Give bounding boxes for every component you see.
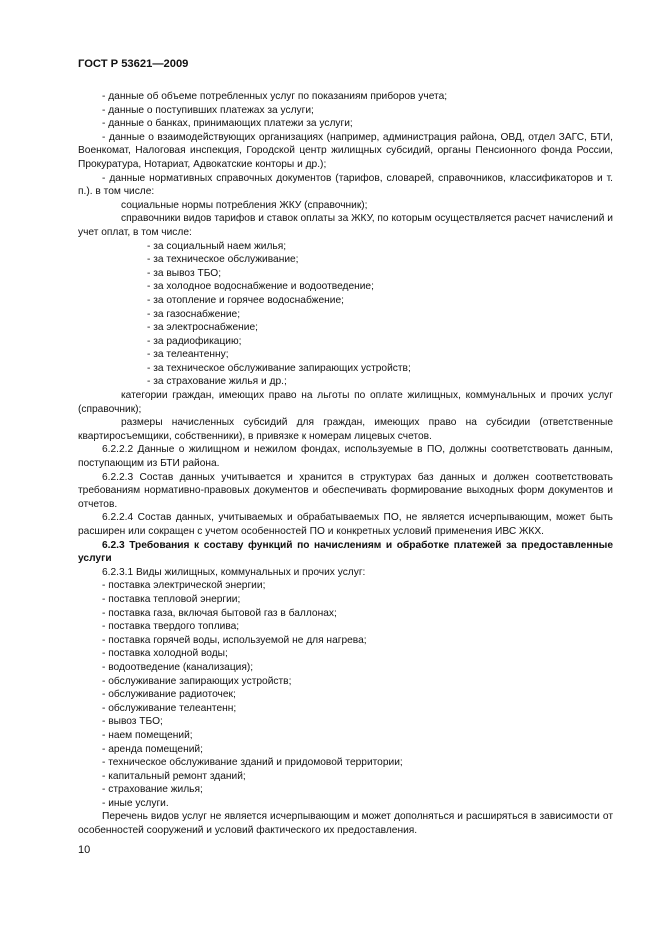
service-item: - страхование жилья; [102, 784, 203, 796]
tariff-item: - за холодное водоснабжение и водоотведение; [147, 281, 374, 293]
tariff-item: - за газоснабжение; [147, 308, 241, 320]
service-item: - вывоз ТБО; [102, 716, 163, 728]
document-header: ГОСТ Р 53621—2009 [78, 58, 189, 70]
clause-6-2-2-3: 6.2.2.3 Состав данных учитывается и хранится в структурах баз данных и должен соответствовать требованиям нормативно-правовых документов и обеспечивать формирование выходных форм документов и отчетов. [78, 471, 613, 510]
service-item: - обслуживание радиоточек; [102, 689, 236, 701]
service-item: - поставка горячей воды, используемой не для нагрева; [102, 634, 367, 646]
clause-6-2-2-4: 6.2.2.4 Состав данных, учитываемых и обрабатываемых ПО, не является исчерпывающим, может быть расширен или сокращен с учетом особенностей ПО и конкретных условий применения ИВС ЖКХ. [78, 512, 613, 537]
service-item: - иные услуги. [102, 797, 169, 809]
service-item: - водоотведение (канализация); [102, 661, 254, 673]
section-heading-6-2-3: 6.2.3 Требования к составу функций по начислениям и обработке платежей за предоставленные услуги [78, 539, 613, 565]
tariff-item: - за техническое обслуживание; [147, 254, 299, 266]
service-item: - обслуживание запирающих устройств; [102, 675, 292, 687]
tariff-item: - за телеантенну; [147, 349, 229, 361]
list-item: - данные нормативных справочных документов (тарифов, словарей, справочников, классификаторов и т. п.). в том числе: [78, 172, 613, 198]
paragraph: размеры начисленных субсидий для граждан, имеющих право на субсидии (ответственные квартиросъемщики, собственники), в привязке к номерам лицевых счетов. [78, 417, 613, 442]
tariff-item: - за вывоз ТБО; [147, 267, 222, 279]
service-item: - поставка газа, включая бытовой газ в баллонах; [102, 607, 337, 619]
document-body [78, 90, 613, 838]
clause-6-2-2-2: 6.2.2.2 Данные о жилищном и нежилом фондах, используемые в ПО, должны соответствовать данным, поступающим из БТИ района. [78, 444, 613, 470]
service-item: - техническое обслуживание зданий и придомовой территории; [102, 757, 403, 769]
tariff-item: - за социальный наем жилья; [147, 240, 287, 252]
paragraph: социальные нормы потребления ЖКУ (справочник); [121, 199, 368, 211]
paragraph: справочники видов тарифов и ставок оплаты за ЖКУ, по которым осуществляется расчет начислений и учет оплат, в том числе: [78, 213, 613, 238]
service-item: - аренда помещений; [102, 743, 203, 755]
list-item: - данные о взаимодействующих организациях (например, администрация района, ОВД, отдел ЗАГС, БТИ, Военкомат, Налоговая инспекция, Городской центр жилищных субсидий, органы Пенсионного фонда России, Прокуратура, Нотариат, Адвокатские конторы и др.); [78, 131, 613, 170]
service-item: - наем помещений; [102, 729, 193, 741]
paragraph: категории граждан, имеющих право на льготы по оплате жилищных, коммунальных и прочих услуг (справочник); [78, 390, 613, 415]
service-item: - поставка электрической энергии; [102, 580, 266, 592]
service-item: - обслуживание телеантенн; [102, 702, 237, 714]
service-item: - поставка холодной воды; [102, 648, 228, 660]
service-item: - капитальный ремонт зданий; [102, 770, 246, 782]
list-item: - данные о банках, принимающих платежи за услуги; [102, 118, 353, 130]
page-number: 10 [78, 844, 91, 856]
service-item: - поставка тепловой энергии; [102, 593, 241, 605]
tariff-item: - за радиофикацию; [147, 335, 242, 347]
list-item: - данные об объеме потребленных услуг по показаниям приборов учета; [102, 91, 448, 102]
tariff-item: - за страхование жилья и др.; [147, 376, 287, 388]
tariff-item: - за техническое обслуживание запирающих устройств; [147, 362, 411, 374]
clause-6-2-3-1: 6.2.3.1 Виды жилищных, коммунальных и прочих услуг: [102, 566, 366, 578]
list-item: - данные о поступивших платежах за услуги; [102, 104, 314, 116]
tariff-item: - за электроснабжение; [147, 322, 258, 334]
service-item: - поставка твердого топлива; [102, 621, 240, 633]
tariff-item: - за отопление и горячее водоснабжение; [147, 294, 344, 306]
closing-paragraph: Перечень видов услуг не является исчерпывающим и может дополняться и расширяться в зависимости от особенностей сооружений и условий фактического их предоставления. [78, 811, 613, 837]
